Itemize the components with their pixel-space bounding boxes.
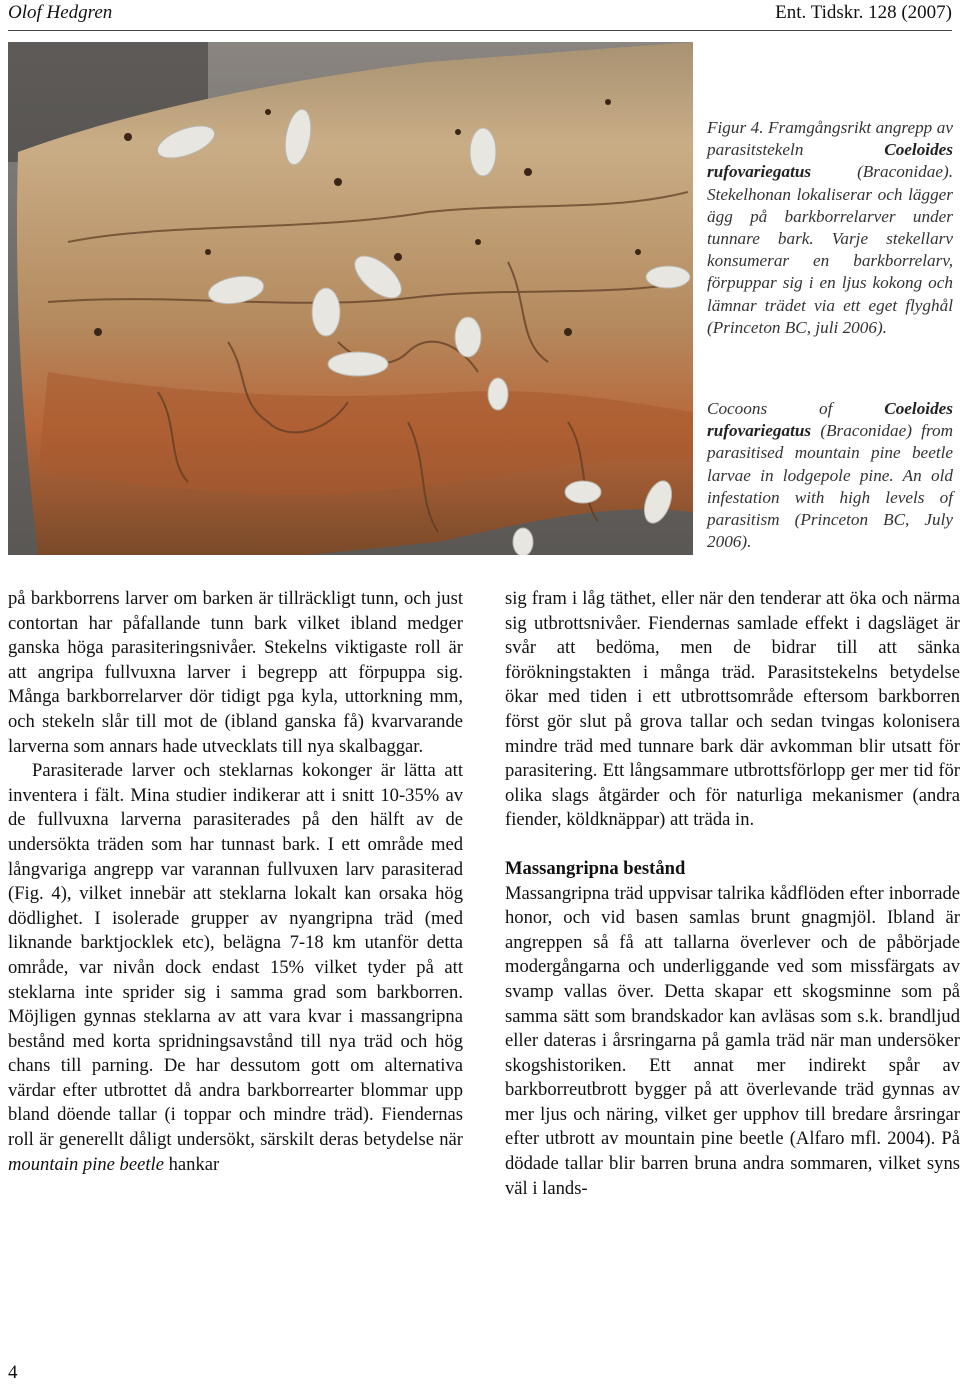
section-heading: Massangripna bestånd [505, 857, 686, 879]
figure-caption-english [707, 398, 953, 553]
left-paragraph-2 [8, 759, 463, 1177]
bark-cocoon-photo [8, 42, 693, 555]
page-number: 4 [8, 1362, 18, 1383]
left-column [8, 587, 463, 1177]
left-paragraph-2-end: hankar [168, 1153, 220, 1175]
header-rule [8, 30, 952, 31]
figure-caption-swedish [707, 117, 953, 339]
left-paragraph-2-text: Parasiterade larver och steklarnas kokonger är lätta att inventera i fält. Mina studier indikerar att i snitt 10-35% av de fullvuxna larverna parasiterades på den hälft av de undersökta träden som har tunnast bark. I ett område med långvariga angrepp var varannan fullvuxen larv parasiterad (Fig. 4), vilket innebär att steklarna lokalt kan orsaka hög dödlighet. I isolerade grupper av nyangripna träd (med liknande barktjocklek etc), belägna 7-18 km utanför detta område, var nivån dock endast 15% vilket tyder på att steklarna inte sprider sig i samma grad som barkborren. Möjligen gynnas steklarna av att vara kvar i massangripna bestånd med korta spridningsavstånd till nya träd och hög chans till parning. De har dessutom gott om alternativa värdar efter utbrottet då andra barkborrearter blommar upp bland döende tallar (i toppar och mindre träd). Fiendernas roll är generellt dåligt undersökt, särskilt deras betydelse när [8, 760, 463, 1151]
running-head-journal: Ent. Tidskr. 128 (2007) [775, 2, 952, 23]
right-paragraph-1: sig fram i låg täthet, eller när den tenderar att öka och närma sig utbrottsnivåer. Fiendernas samlade effekt i dagsläget är svår att bedöma, men de bidrar till att sänka förökningstakten i många träd. Parasitstekelns betydelse ökar med tiden i ett utbrottsområde eftersom barkborren först gör slut på grova tallar och sedan tvingas kolonisera mindre träd med tunnare bark där avkomman blir utsatt för parasitering. Ett långsammare utbrottsförlopp ger mer tid för olika slags åtgärder och för naturliga mekanismer (andra fiender, köldknäppar) att träda in. [505, 588, 960, 831]
caption-en-end: (Braconidae) from parasitised mountain pine beetle larvae in lodgepole pine. An old infestation with high levels of parasitism (Princeton BC, July 2006). [707, 421, 953, 552]
caption-sv-species: Coeloides rufovariegatus [707, 140, 953, 182]
caption-sv-start: Figur 4. Framgångsrikt angrepp av parasitstekeln [707, 118, 953, 160]
right-column [505, 587, 960, 1201]
left-paragraph-2-italic: mountain pine beetle [8, 1153, 164, 1175]
running-head-author: Olof Hedgren [8, 2, 113, 23]
right-paragraph-2: Massangripna träd uppvisar talrika kådflöden efter inborrade honor, och vid basen samlas brunt gnagmjöl. Ibland är angreppen så få att tallarna överlever och de påbörjade modergångarna och underliggande ved som missfärgats av svamp vallas över. Detta skapar ett skogsminne som på samma sätt som brandskador kan avläsas som s.k. brandljud eller dateras i årsringarna på gamla träd när man undersöker skogshistoriken. Ett annat mer indirekt spår av barkborreutbrott bygger på att överlevande träd gynnas av mer ljus och näring, vilket ger upphov till bredare årsringar efter utbrott av mountain pine beetle (Alfaro mfl. 2004). På dödade tallar blir barren bruna andra sommaren, vilket syns väl i lands- [505, 882, 960, 1199]
caption-sv-end: (Braconidae). Stekelhonan lokaliserar och lägger ägg på barkborrelarver under tunnare bark. Varje stekellarv konsumerar en barkborrelarv, förpuppar sig i en ljus kokong och lämnar trädet via ett eget flyghål (Princeton BC, juli 2006). [707, 162, 953, 337]
left-paragraph-1: på barkborrens larver om barken är tillräckligt tunn, och just contortan har påfallande tunn bark vilket ibland medger ganska höga parasiteringsnivåer. Stekelns viktigaste roll är att angripa fullvuxna larver i begrepp att förpuppa sig. Många barkborrelarver dör tidigt pga kyla, uttorkning mm, och stekeln slår till mot de (ibland ganska få) kvarvarande larverna som annars hade utvecklats till nya skalbaggar. [8, 588, 463, 757]
caption-en-start: Cocoons of [707, 399, 833, 418]
caption-en-species: Coeloides rufovariegatus [707, 399, 953, 441]
figure-photo [8, 42, 693, 555]
